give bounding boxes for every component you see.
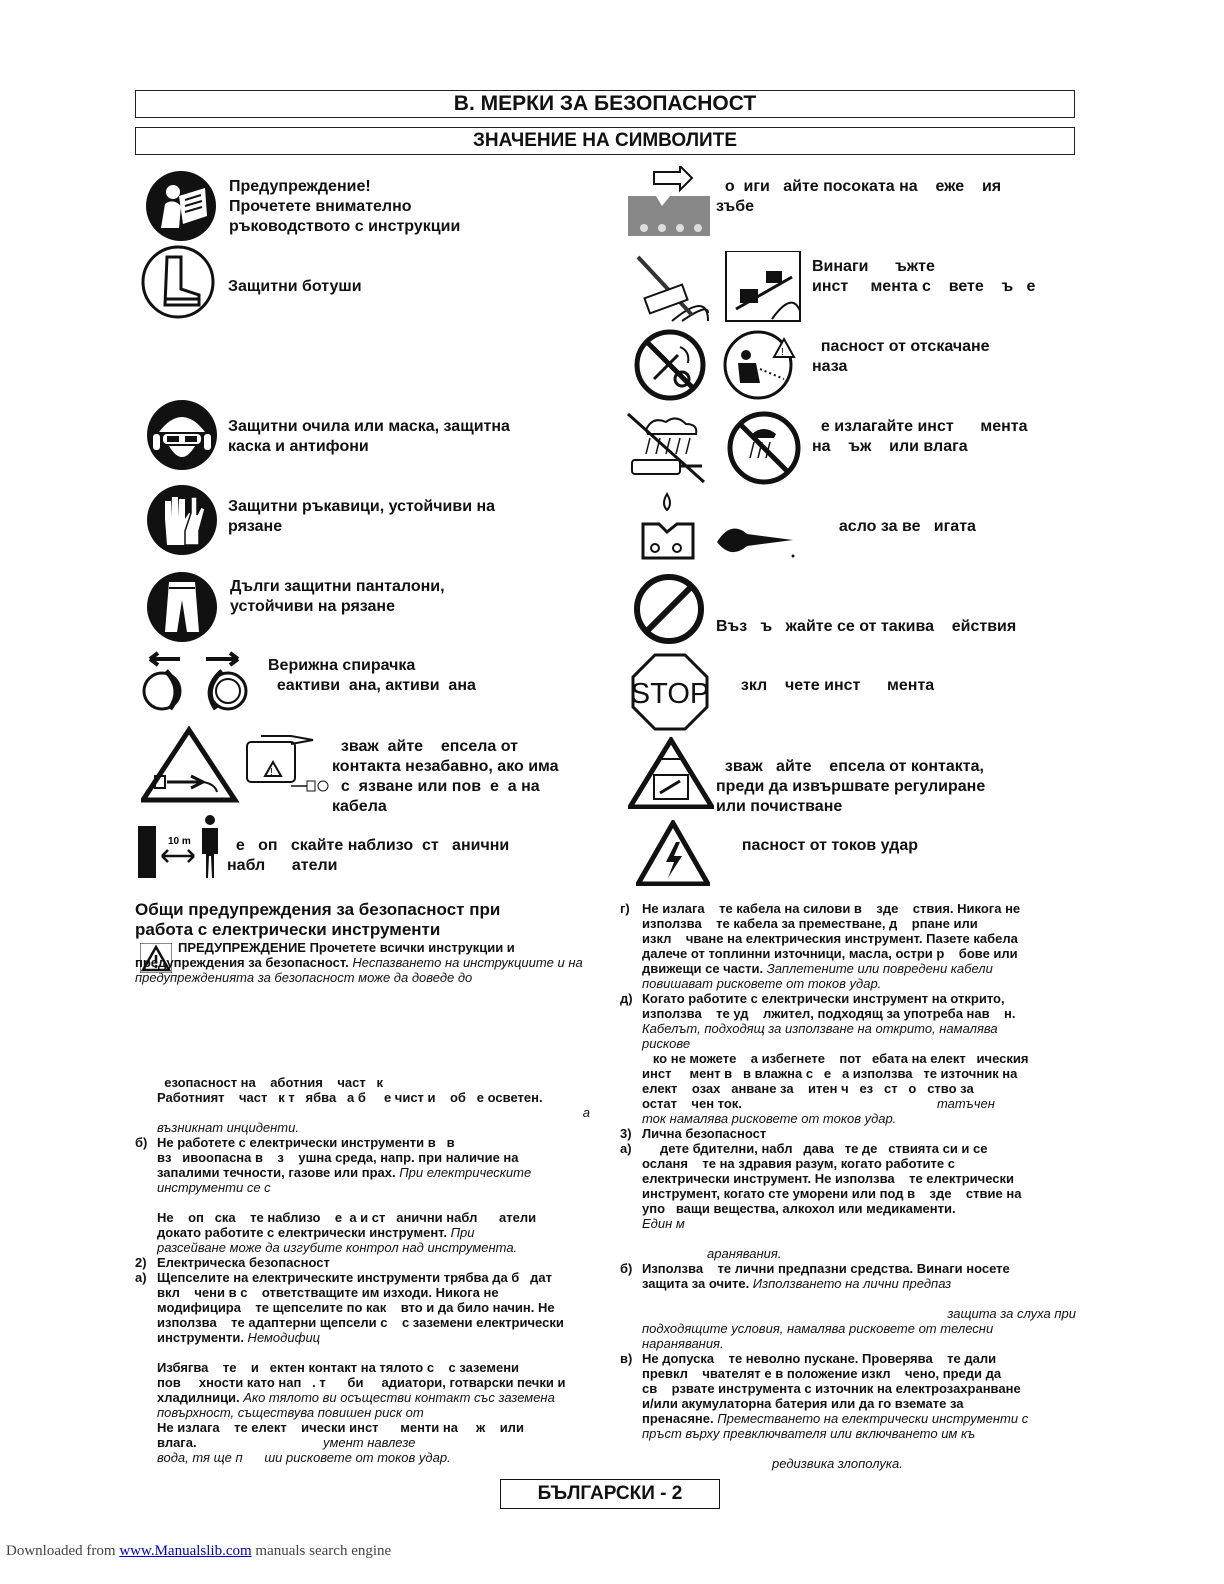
gloves-icon xyxy=(145,483,219,557)
text-line-content: рискове xyxy=(642,1036,691,1051)
text-line xyxy=(135,1270,590,1285)
text-line-content: Избягва те и ектен контакт на тялото с с заземени xyxy=(157,1360,520,1375)
text-line-content: наранявания. xyxy=(642,1336,724,1351)
text-line xyxy=(620,1126,1076,1141)
text-line xyxy=(135,1180,590,1195)
text-line-content: Един м xyxy=(642,1216,685,1231)
text-line xyxy=(620,1096,1076,1111)
svg-text:!: ! xyxy=(781,347,784,358)
text-line-content: докато работите с електрически инструмент. xyxy=(157,1225,448,1240)
two-hands-icon xyxy=(632,251,802,323)
bystander-distance-icon xyxy=(138,814,228,880)
text-line xyxy=(620,1426,1076,1441)
symbol-label: Защитни очила или маска, защитна каска и антифони xyxy=(228,418,510,455)
text-line xyxy=(620,1306,1076,1321)
text-line xyxy=(620,1231,1076,1246)
section-title: B. МЕРКИ ЗА БЕЗОПАСНОСТ xyxy=(135,90,1075,118)
text-line xyxy=(135,1285,590,1300)
symbol-label: Защитни ръкавици, устойчиви на рязане xyxy=(228,498,496,535)
text-line-tail: Немодифиц xyxy=(243,1330,321,1345)
text-line xyxy=(620,1336,1076,1351)
left-text-column xyxy=(135,1075,590,1465)
text-line-content: модифицира те щепселите по как вто и да било начин. Не xyxy=(157,1300,555,1315)
list-marker: а) xyxy=(135,1270,147,1285)
text-line-content: вода, тя ще п ши рисковете от токов удар. xyxy=(157,1450,451,1465)
text-line xyxy=(620,961,1076,976)
text-line xyxy=(620,1246,1076,1261)
text-line-content: Когато работите с електрически инструмент на открито, xyxy=(642,991,1005,1006)
text-line-content: упо ващи вещества, алкохол или медикаменти. xyxy=(642,1201,956,1216)
text-line-content: движещи се части. xyxy=(642,961,764,976)
text-line-content: повърхност, съществува повишен риск от xyxy=(157,1405,424,1420)
text-line xyxy=(620,1261,1076,1276)
text-line xyxy=(135,1420,590,1435)
list-marker: д) xyxy=(620,991,633,1006)
text-line-content: използва те кабела за преместване, д рпане или xyxy=(642,916,978,931)
symbol-label: е оп скайте наблизо ст анични набл атели xyxy=(227,837,510,874)
text-line-content: далече от топлинни източници, масла, остри р бове или xyxy=(642,946,1018,961)
text-line xyxy=(135,1120,590,1135)
text-line xyxy=(135,1135,590,1150)
text-line-content: Не работете с електрически инструменти в в xyxy=(157,1135,455,1150)
symbol-label: Винаги ъжте инст мента с вете ъ е xyxy=(812,258,1036,295)
text-line-content: вкл чени в с ответстващите им изходи. Никога не xyxy=(157,1285,499,1300)
text-line-content: Работният част к т ябва а б е чист и об е осветен. xyxy=(157,1090,543,1105)
list-marker: г) xyxy=(620,901,630,916)
trousers-icon xyxy=(145,570,219,644)
text-line-content: и/или акумулаторна батерия или да го вземате за xyxy=(642,1396,964,1411)
list-marker: а) xyxy=(620,1141,632,1156)
text-line xyxy=(620,1216,1076,1231)
text-line xyxy=(620,1066,1076,1081)
symbol-label: зваж айте епсела от контакта незабавно, ако има с язване или пов е а на кабела xyxy=(332,738,559,815)
text-line-content: пренасяне. xyxy=(642,1411,714,1426)
text-line xyxy=(620,946,1076,961)
symbol-label: Защитни ботуши xyxy=(228,278,362,295)
prohibited-icon xyxy=(633,573,705,645)
text-line xyxy=(135,1300,590,1315)
symbol-label: зваж айте епсела от контакта, преди да извършвате регулиране или почистване xyxy=(716,758,986,815)
text-line-content: изкл чване на електрическия инструмент. Пазете кабела xyxy=(642,931,1018,946)
electric-shock-icon xyxy=(636,820,710,886)
symbol-label: пасност от отскачане наза xyxy=(812,338,990,375)
text-line xyxy=(620,916,1076,931)
text-line-content: електрически инструмент. Не използва те електрически xyxy=(642,1171,1014,1186)
text-line xyxy=(620,1036,1076,1051)
distance-label: 10 m xyxy=(168,836,191,847)
text-line xyxy=(135,1360,590,1375)
text-line-content: Щепселите на електрическите инструменти трябва да б дат xyxy=(157,1270,552,1285)
text-line-content: Лична безопасност xyxy=(642,1126,767,1141)
text-line-content: св рзвате инструмента с източник на електрозахранване xyxy=(642,1381,1021,1396)
text-line xyxy=(620,1381,1076,1396)
text-line xyxy=(620,1291,1076,1306)
list-marker: б) xyxy=(135,1135,148,1150)
text-line-content: запалими течности, газове или прах. xyxy=(157,1165,396,1180)
text-line xyxy=(620,1171,1076,1186)
text-line-content: редизвика злополука. xyxy=(642,1456,903,1471)
text-line-content: превкл чвателят е в положение изкл чено, преди да xyxy=(642,1366,1002,1381)
general-warnings-title: Общи предупреждения за безопасност при работа с електрически инструменти xyxy=(135,900,501,939)
text-line xyxy=(135,1390,590,1405)
stop-icon xyxy=(631,653,709,731)
stop-sign-text: STOP xyxy=(631,678,709,710)
no-rain-icon xyxy=(626,410,806,486)
symbol-label: о иги айте посоката на еже ия зъбе xyxy=(716,178,1002,215)
general-warning-text xyxy=(135,940,590,985)
text-line xyxy=(620,1456,1076,1471)
download-credit: Downloaded from www.Manualslib.com manuals search engine xyxy=(6,1543,392,1559)
right-text-column xyxy=(620,901,1076,1471)
text-line-content: езопасност на аботния част к xyxy=(157,1075,384,1090)
text-line-content: осланя те на здравия разум, когато работите с xyxy=(642,1156,955,1171)
text-line-content: аранявания. xyxy=(642,1246,782,1261)
text-line-content: инст мент в в влажна с е а използва те източник на xyxy=(642,1066,1018,1081)
text-line xyxy=(620,901,1076,916)
text-line xyxy=(620,1321,1076,1336)
text-line xyxy=(620,1366,1076,1381)
text-line xyxy=(135,1075,590,1090)
text-line-content: инструменти. xyxy=(157,1330,244,1345)
text-line-content: остат чен ток. xyxy=(642,1096,742,1111)
text-line xyxy=(620,1186,1076,1201)
text-line xyxy=(620,991,1076,1006)
symbol-label: Въз ъ жайте се от такива ействия xyxy=(716,618,1017,635)
text-line xyxy=(620,931,1076,946)
text-line xyxy=(135,1405,590,1420)
text-line xyxy=(620,1111,1076,1126)
text-line-content: възникнат инциденти. xyxy=(157,1120,299,1135)
text-line xyxy=(135,1165,590,1180)
text-line xyxy=(135,1210,590,1225)
read-manual-icon xyxy=(145,170,217,242)
text-line-content: пов хности като нап . т би адиатори, готварски печки и xyxy=(157,1375,566,1390)
text-line-content: Кабелът, подходящ за използване на открито, намалява xyxy=(642,1021,998,1036)
text-line xyxy=(135,1225,590,1240)
text-line-content: Използва те лични предпазни средства. Винаги носете xyxy=(642,1261,1010,1276)
symbol-label: Верижна спирачка еактиви ана, активи ана xyxy=(268,657,476,694)
text-line-content: Не допуска те неволно пускане. Проверява те дали xyxy=(642,1351,997,1366)
text-line xyxy=(135,1255,590,1270)
text-line-content: пръст върху превключвателя или включването им къ xyxy=(642,1426,976,1441)
list-marker: 3) xyxy=(620,1126,632,1141)
page-footer-label: БЪЛГАРСКИ - 2 xyxy=(500,1479,720,1509)
manualslib-link[interactable]: www.Manualslib.com xyxy=(119,1543,252,1559)
list-marker: б) xyxy=(620,1261,633,1276)
text-line-content: инструменти се с xyxy=(157,1180,271,1195)
text-line xyxy=(135,1330,590,1345)
general-warning-bold: ПРЕДУПРЕЖДЕНИЕ Прочетете всички инструкции и предупреждения за безопасност. xyxy=(135,940,515,970)
text-line-content: ко не можете а избегнете пот ебата на елект ическия xyxy=(642,1051,1029,1066)
text-line-content: елект озах анване за итен ч ез ст о ство за xyxy=(642,1081,974,1096)
text-line-tail: При електрическите xyxy=(395,1165,532,1180)
text-line xyxy=(620,1156,1076,1171)
text-line xyxy=(135,1240,590,1255)
text-line-content: Не оп ска те наблизо е а и ст анични набл атели xyxy=(157,1210,537,1225)
chain-oil-icon xyxy=(637,490,807,562)
text-line xyxy=(620,1411,1076,1426)
text-line-content: ток намалява рисковете от токов удар. xyxy=(642,1111,897,1126)
text-line-tail: При xyxy=(447,1225,475,1240)
symbol-label: пасност от токов удар xyxy=(733,837,918,854)
list-marker: в) xyxy=(620,1351,633,1366)
list-marker: 2) xyxy=(135,1255,147,1270)
unplug-icon xyxy=(141,726,331,804)
text-line-tail: умент навлезе xyxy=(196,1435,416,1450)
symbol-label: Предупреждение! Прочетете внимателно ръководството с инструкции xyxy=(229,178,461,235)
text-line xyxy=(620,1006,1076,1021)
text-line xyxy=(135,1345,590,1360)
text-line xyxy=(620,1276,1076,1291)
text-line-content: хладилници. xyxy=(157,1390,240,1405)
section-subtitle: ЗНАЧЕНИЕ НА СИМВОЛИТЕ xyxy=(135,127,1075,155)
text-line-content: Електрическа безопасност xyxy=(157,1255,330,1270)
text-line xyxy=(135,1195,590,1210)
text-line xyxy=(620,976,1076,991)
text-line xyxy=(620,1441,1076,1456)
text-line xyxy=(620,1021,1076,1036)
text-line xyxy=(620,1051,1076,1066)
text-line-content: използва те уд лжител, подходящ за употреба нав н. xyxy=(642,1006,1016,1021)
text-line-content: защита за слуха при xyxy=(947,1306,1076,1321)
text-line xyxy=(135,1450,590,1465)
boots-icon xyxy=(141,245,215,319)
text-line-content: влага. xyxy=(157,1435,197,1450)
text-line-content: защита за очите. xyxy=(642,1276,750,1291)
kickback-icon xyxy=(634,329,806,401)
text-line xyxy=(620,1396,1076,1411)
svg-text:!: ! xyxy=(270,767,273,778)
text-line xyxy=(135,1105,590,1120)
text-line xyxy=(135,1375,590,1390)
text-line xyxy=(620,1081,1076,1096)
text-line-tail: Ако тялото ви осъществи контакт със заземена xyxy=(239,1390,555,1405)
text-line-content: използва те адаптерни щепсели с с заземени електрически xyxy=(157,1315,564,1330)
text-line-content: разсейване може да изгубите контрол над инструмента. xyxy=(157,1240,518,1255)
text-line-content: Не излага те елект ически инст менти на ж или xyxy=(157,1420,524,1435)
text-line-content: вз ивоопасна в з ушна среда, напр. при наличие на xyxy=(157,1150,519,1165)
text-line-tail: Преместването на електрически инструменти с xyxy=(713,1411,1029,1426)
unplug-before-maintenance-icon xyxy=(628,737,714,809)
text-line xyxy=(135,1150,590,1165)
text-line xyxy=(620,1201,1076,1216)
general-warning-italic: Неспазването на инструкциите и на предупрежденията за безопасност може да доведе до xyxy=(135,955,583,985)
text-line-tail: татъчен xyxy=(741,1096,995,1111)
chain-direction-icon xyxy=(626,166,716,242)
helmet-goggles-icon xyxy=(145,398,219,472)
symbol-label: Дълги защитни панталони, устойчиви на рязане xyxy=(230,578,445,615)
text-line-content: повишават рисковете от токов удар. xyxy=(642,976,882,991)
text-line-content: дете бдителни, набл дава те де ствията си и се xyxy=(642,1141,988,1156)
text-line-content: а xyxy=(582,1105,590,1120)
text-line-content: подходящите условия, намалява рисковете от телесни xyxy=(642,1321,994,1336)
text-line xyxy=(135,1090,590,1105)
symbol-label: е излагайте инст мента на ъж или влага xyxy=(812,418,1028,455)
text-line-content: Не излага те кабела на силови в зде ствия. Никога не xyxy=(642,901,1021,916)
text-line-content: инструмент, когато сте уморени или под в зде ствие на xyxy=(642,1186,1022,1201)
text-line xyxy=(135,1435,590,1450)
text-line xyxy=(135,1315,590,1330)
text-line xyxy=(620,1351,1076,1366)
text-line-tail: Използването на лични предпаз xyxy=(749,1276,952,1291)
symbol-label: зкл чете инст мента xyxy=(732,677,935,694)
symbol-label: асло за ве игата xyxy=(830,518,976,535)
text-line xyxy=(620,1141,1076,1156)
chain-brake-icon xyxy=(136,645,256,715)
text-line-tail: Заплетените или повредени кабели xyxy=(763,961,993,976)
